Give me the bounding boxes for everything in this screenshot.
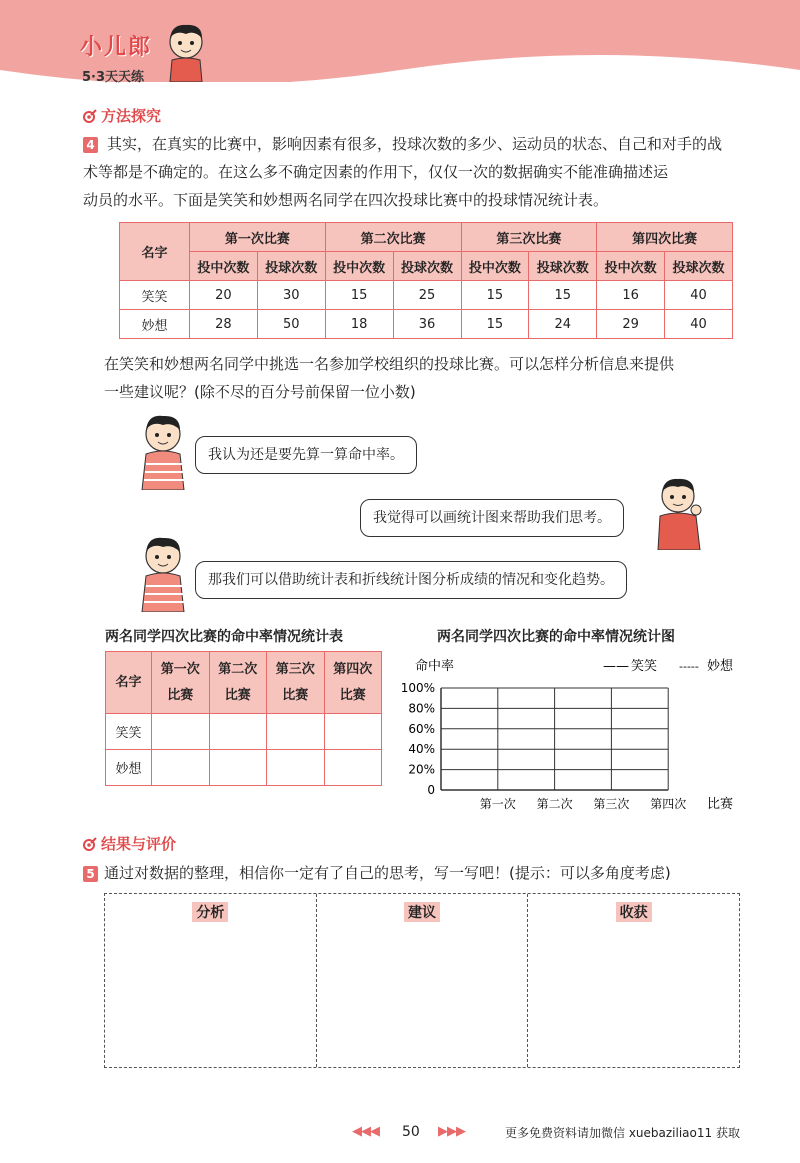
brand-subtitle: 5·3天天练 <box>82 70 145 85</box>
table-header-name: 名字 <box>106 652 152 714</box>
x-tick-label: 第一次 <box>479 797 516 811</box>
q5-text: 通过对数据的整理，相信你一定有了自己的思考，写一写吧！(提示：可以多角度考虑) <box>104 864 671 882</box>
x-tick-label: 第四次 <box>650 797 687 811</box>
table-cell: 16 <box>597 281 665 310</box>
answer-box-takeaway[interactable] <box>528 894 739 1067</box>
table-cell: 24 <box>529 310 597 339</box>
hit-rate-line-chart <box>395 650 755 820</box>
x-axis-label: 比赛 <box>707 797 734 812</box>
table-subheader: 投中次数 <box>597 252 665 281</box>
legend-solid-mark: —— <box>603 659 629 674</box>
section-title: 结果与评价 <box>101 835 177 853</box>
table-header-round: 第二次比赛 <box>325 223 461 252</box>
task-line-2: 一些建议呢？(除不尽的百分号前保留一位小数) <box>104 383 416 401</box>
hit-rate-table <box>105 651 382 786</box>
blank-cell[interactable] <box>209 714 267 750</box>
table-subheader: 投中次数 <box>190 252 258 281</box>
table-cell: 15 <box>325 281 393 310</box>
answer-box-analysis[interactable] <box>105 894 317 1067</box>
prev-arrows-icon: ◀◀◀ <box>352 1124 379 1139</box>
table-header-round <box>152 652 210 714</box>
section-icon <box>83 109 97 123</box>
throw-stats-table <box>119 222 733 339</box>
y-tick-label: 60% <box>408 721 435 736</box>
table-cell: 20 <box>190 281 258 310</box>
answer-boxes <box>104 893 740 1068</box>
header-line: 比赛 <box>224 687 251 703</box>
brand-logo: 小儿郎 <box>80 35 153 60</box>
header-line: 比赛 <box>339 687 366 703</box>
table-header-round <box>324 652 382 714</box>
speech-bubble: 那我们可以借助统计表和折线统计图分析成绩的情况和变化趋势。 <box>195 561 627 599</box>
x-tick-label: 第二次 <box>536 797 573 811</box>
y-axis-label: 命中率 <box>415 659 455 674</box>
blank-cell[interactable] <box>209 750 267 786</box>
page-number: 50 <box>402 1124 420 1140</box>
student-boy-thinking-icon <box>652 474 708 550</box>
table-cell: 36 <box>393 310 461 339</box>
header-line: 比赛 <box>167 687 194 703</box>
row-name: 妙想 <box>120 310 190 339</box>
speech-bubble: 我认为还是要先算一算命中率。 <box>195 436 417 474</box>
table-caption: 两名同学四次比赛的命中率情况统计表 <box>105 629 343 645</box>
legend-entry: 妙想 <box>707 659 734 674</box>
legend-entry: 笑笑 <box>631 659 658 674</box>
table-cell: 30 <box>257 281 325 310</box>
chart-caption: 两名同学四次比赛的命中率情况统计图 <box>437 629 675 645</box>
table-subheader: 投中次数 <box>461 252 529 281</box>
table-subheader: 投中次数 <box>325 252 393 281</box>
table-cell: 28 <box>190 310 258 339</box>
row-name: 笑笑 <box>120 281 190 310</box>
header-line: 第四次 <box>333 661 373 677</box>
table-cell: 29 <box>597 310 665 339</box>
question-number: 5 <box>83 866 98 882</box>
y-tick-label: 80% <box>408 701 435 716</box>
header-line: 第二次 <box>218 661 258 677</box>
row-name: 笑笑 <box>106 714 152 750</box>
row-name: 妙想 <box>106 750 152 786</box>
table-cell: 15 <box>529 281 597 310</box>
table-header-name: 名字 <box>120 223 190 281</box>
q4-line-1: 其实，在真实的比赛中，影响因素有很多，投球次数的多少、运动员的状态、自己和对手的战 <box>107 135 723 153</box>
section-heading-result <box>83 833 176 854</box>
chart-grid <box>441 688 668 790</box>
box-label: 建议 <box>404 902 440 922</box>
blank-cell[interactable] <box>152 714 210 750</box>
section-icon <box>83 837 97 851</box>
blank-cell[interactable] <box>267 714 325 750</box>
box-label: 收获 <box>616 902 652 922</box>
footer-note: 更多免费资料请加微信 xuebaziliao11 获取 <box>505 1126 740 1140</box>
table-cell: 40 <box>665 281 733 310</box>
table-subheader: 投球次数 <box>529 252 597 281</box>
y-tick-label: 0 <box>427 783 435 797</box>
q4-line-3: 动员的水平。下面是笑笑和妙想两名同学在四次投球比赛中的投球情况统计表。 <box>83 191 609 209</box>
box-label: 分析 <box>192 902 228 922</box>
table-header-round <box>267 652 325 714</box>
question-number: 4 <box>83 137 98 153</box>
table-row <box>106 750 382 786</box>
y-tick-label: 40% <box>408 742 435 757</box>
table-header-round: 第三次比赛 <box>461 223 597 252</box>
table-subheader: 投球次数 <box>665 252 733 281</box>
blank-cell[interactable] <box>324 750 382 786</box>
student-boy-icon <box>136 410 190 490</box>
header-line: 第一次 <box>160 661 200 677</box>
header-line: 第三次 <box>275 661 315 677</box>
student-boy-icon <box>136 532 190 612</box>
task-line-1: 在笑笑和妙想两名同学中挑选一名参加学校组织的投球比赛。可以怎样分析信息来提供 <box>104 355 675 373</box>
table-subheader: 投球次数 <box>393 252 461 281</box>
mascot-boy-icon <box>162 20 210 82</box>
blank-cell[interactable] <box>152 750 210 786</box>
y-tick-label: 20% <box>408 762 435 777</box>
table-cell: 50 <box>257 310 325 339</box>
blank-cell[interactable] <box>324 714 382 750</box>
table-cell: 25 <box>393 281 461 310</box>
blank-cell[interactable] <box>267 750 325 786</box>
table-cell: 15 <box>461 310 529 339</box>
chart-legend <box>603 658 734 674</box>
x-tick-label: 第三次 <box>593 797 630 811</box>
table-cell: 18 <box>325 310 393 339</box>
table-header-round: 第四次比赛 <box>597 223 733 252</box>
table-subheader: 投球次数 <box>257 252 325 281</box>
section-title: 方法探究 <box>101 107 162 125</box>
legend-dashed-mark: ----- <box>679 660 699 673</box>
table-row <box>120 310 733 339</box>
table-header-round <box>209 652 267 714</box>
section-heading-method <box>83 105 161 126</box>
table-cell: 40 <box>665 310 733 339</box>
table-row <box>120 281 733 310</box>
table-cell: 15 <box>461 281 529 310</box>
table-header-round: 第一次比赛 <box>190 223 326 252</box>
y-tick-label: 100% <box>400 681 435 695</box>
answer-box-suggestion[interactable] <box>317 894 529 1067</box>
next-arrows-icon: ▶▶▶ <box>438 1124 465 1139</box>
chart-ticks <box>401 681 687 811</box>
header-line: 比赛 <box>282 687 309 703</box>
speech-bubble: 我觉得可以画统计图来帮助我们思考。 <box>360 499 624 537</box>
table-row <box>106 714 382 750</box>
q4-line-2: 术等都是不确定的。在这么多不确定因素的作用下，仅仅一次的数据确实不能准确描述运 <box>83 163 669 181</box>
